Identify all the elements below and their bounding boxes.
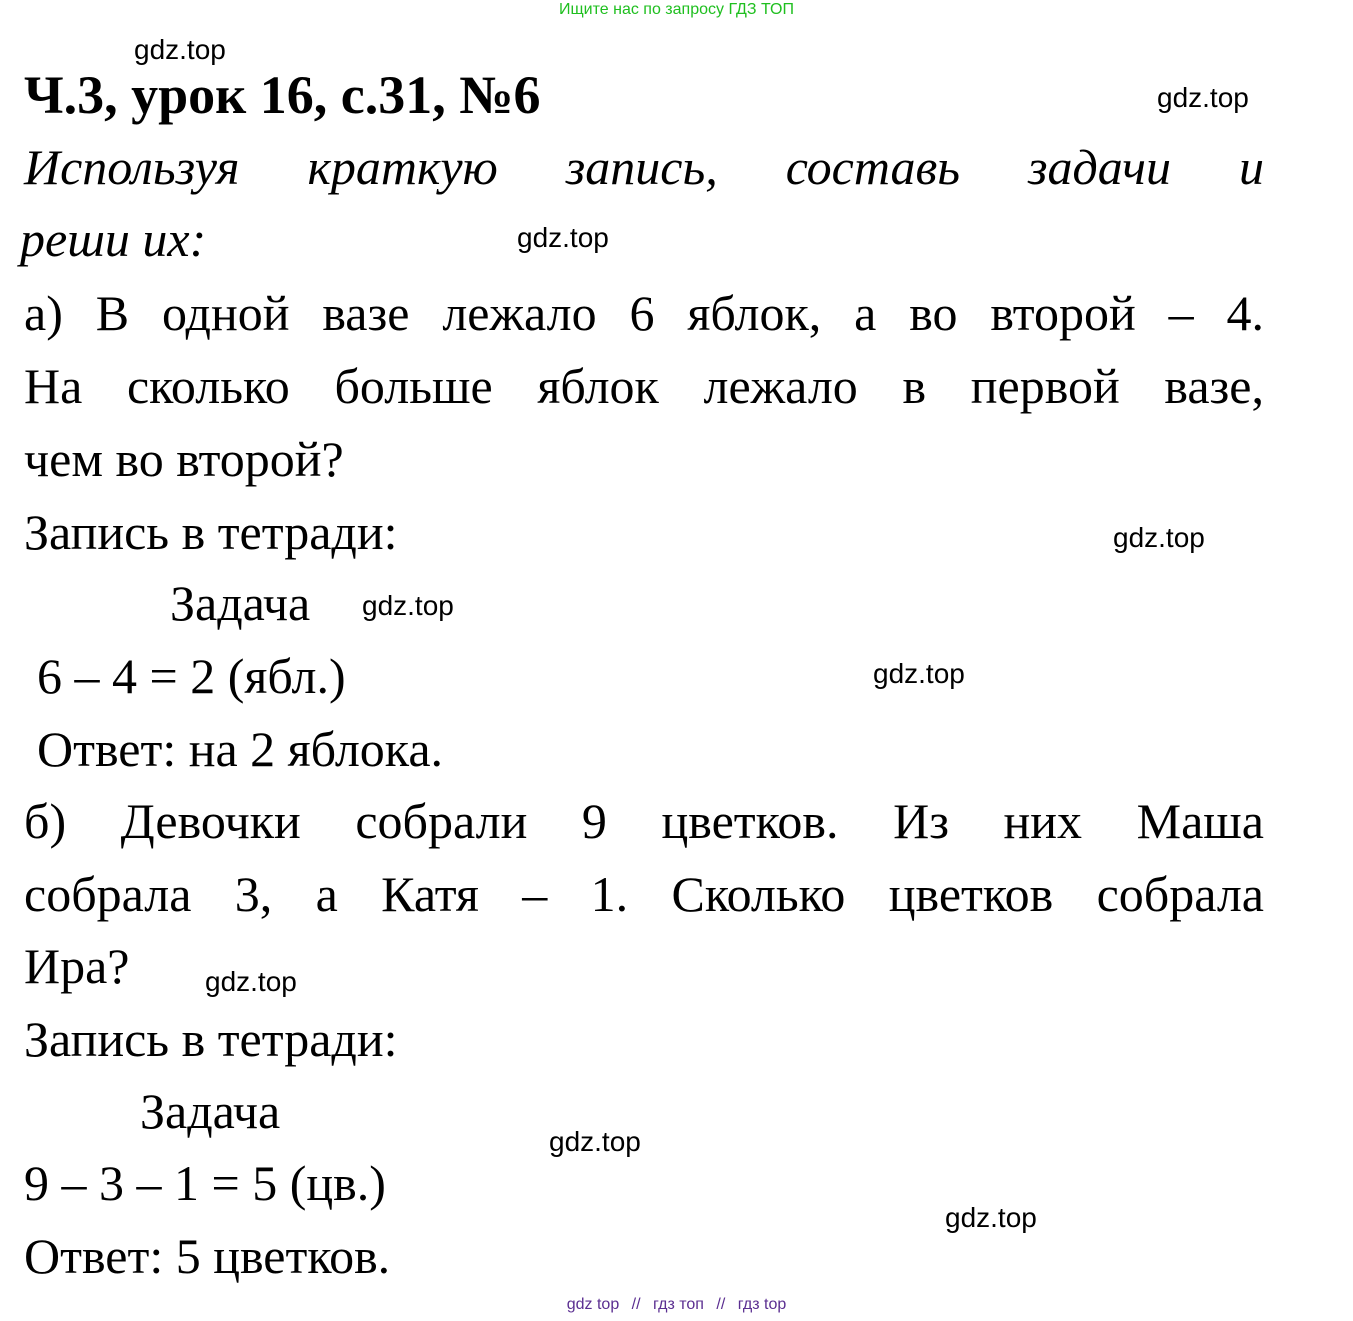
task-a-notebook-label: Запись в тетради: [24, 504, 398, 560]
footer-link-3[interactable]: гдз top [737, 1296, 787, 1313]
watermark: gdz.top [945, 1202, 1037, 1233]
page-title: Ч.3, урок 16, с.31, №6 [24, 65, 541, 125]
watermark: gdz.top [517, 222, 609, 253]
watermark: gdz.top [873, 658, 965, 689]
task-b-line-2: собрала 3, а Катя – 1. Сколько цветков собрала [24, 866, 1264, 922]
task-b-line-1: б) Девочки собрали 9 цветков. Из них Маша [24, 793, 1264, 849]
watermark: gdz.top [205, 966, 297, 997]
task-b-line-3: Ира? [24, 938, 130, 994]
task-a-line-1: а) В одной вазе лежало 6 яблок, а во второй – 4. [24, 285, 1264, 341]
footer-links [0, 1296, 1353, 1314]
task-a-line-3: чем во второй? [24, 431, 344, 487]
task-b-notebook-label: Запись в тетради: [24, 1011, 398, 1067]
watermark: gdz.top [362, 590, 454, 621]
task-b-heading: Задача [140, 1083, 281, 1139]
instruction-line-1: Используя краткую запись, составь задачи и [24, 139, 1264, 195]
task-b-answer: Ответ: 5 цветков. [24, 1228, 391, 1284]
task-a-answer: Ответ: на 2 яблока. [37, 721, 444, 777]
watermark: gdz.top [549, 1126, 641, 1157]
task-a-line-2: На сколько больше яблок лежало в первой вазе, [24, 358, 1264, 414]
footer-link-1[interactable]: gdz top [566, 1296, 620, 1313]
task-a-solution: 6 – 4 = 2 (ябл.) [37, 648, 346, 704]
footer-link-2[interactable]: гдз топ [653, 1296, 704, 1313]
footer-separator: // [716, 1296, 726, 1313]
search-banner: Ищите нас по запросу ГДЗ ТОП [559, 1, 794, 18]
watermark: gdz.top [134, 34, 226, 65]
watermark: gdz.top [1113, 522, 1205, 553]
task-a-heading: Задача [170, 575, 311, 631]
task-b-solution: 9 – 3 – 1 = 5 (цв.) [24, 1155, 386, 1211]
footer-separator: // [631, 1296, 641, 1313]
watermark: gdz.top [1157, 82, 1249, 113]
instruction-line-2: реши их: [20, 211, 207, 267]
